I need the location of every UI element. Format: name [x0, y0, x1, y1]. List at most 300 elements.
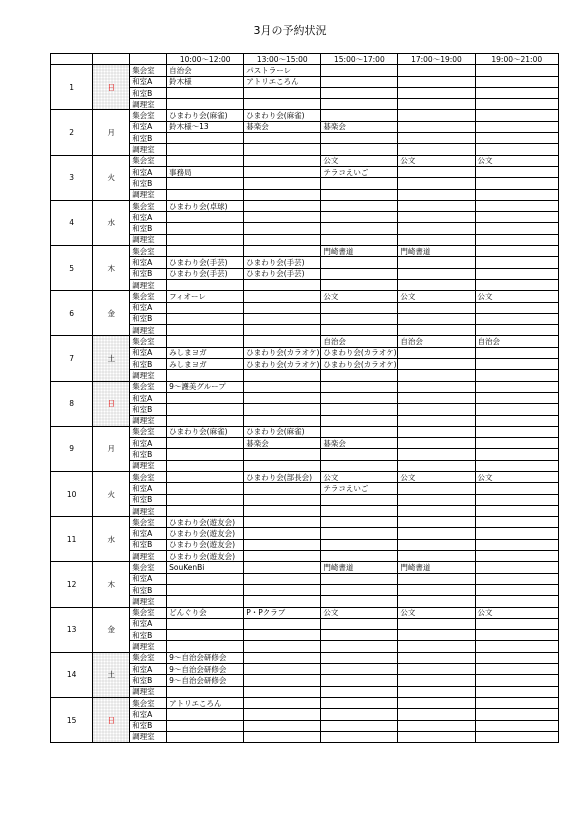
reservation-cell: [244, 630, 321, 641]
reservation-cell: [244, 313, 321, 324]
reservation-cell: [475, 234, 558, 245]
reservation-cell: [167, 584, 244, 595]
reservation-cell: [475, 449, 558, 460]
reservation-cell: [244, 528, 321, 539]
room-label: 和室A: [130, 483, 167, 494]
reservation-cell: [244, 573, 321, 584]
table-row: [51, 291, 559, 302]
room-label: 調理室: [130, 641, 167, 652]
reservation-cell: [321, 494, 398, 505]
reservation-cell: [167, 189, 244, 200]
reservation-cell: [244, 133, 321, 144]
room-label: 和室B: [130, 133, 167, 144]
reservation-cell: アトリエころん: [167, 697, 244, 708]
reservation-cell: [244, 325, 321, 336]
reservation-cell: [321, 460, 398, 471]
weekday-label: 木: [93, 246, 130, 291]
room-label: 和室A: [130, 438, 167, 449]
reservation-cell: 公文: [475, 471, 558, 482]
reservation-cell: [321, 404, 398, 415]
reservation-cell: 自治会: [398, 336, 475, 347]
reservation-cell: ひまわり会(手芸): [244, 257, 321, 268]
reservation-cell: [398, 596, 475, 607]
reservation-cell: P・Pクラブ: [244, 607, 321, 618]
reservation-cell: [244, 223, 321, 234]
reservation-cell: [321, 584, 398, 595]
reservation-cell: [321, 528, 398, 539]
reservation-cell: [398, 347, 475, 358]
reservation-cell: [475, 392, 558, 403]
reservation-cell: ひまわり会(麻雀): [167, 110, 244, 121]
reservation-cell: [244, 144, 321, 155]
reservation-cell: [244, 596, 321, 607]
reservation-cell: [475, 517, 558, 528]
reservation-cell: [475, 630, 558, 641]
weekday-label: 日: [93, 381, 130, 426]
reservation-cell: [167, 133, 244, 144]
reservation-cell: [321, 133, 398, 144]
room-label: 和室A: [130, 392, 167, 403]
reservation-cell: [398, 99, 475, 110]
reservation-cell: [398, 675, 475, 686]
weekday-label: 土: [93, 336, 130, 381]
reservation-cell: [167, 494, 244, 505]
reservation-cell: ひまわり会(手芸): [167, 268, 244, 279]
room-label: 和室A: [130, 664, 167, 675]
reservation-cell: 門崎書道: [321, 562, 398, 573]
room-label: 集会室: [130, 291, 167, 302]
reservation-cell: [167, 731, 244, 742]
reservation-cell: テラコえいご: [321, 166, 398, 177]
room-label: 和室B: [130, 87, 167, 98]
reservation-cell: [167, 144, 244, 155]
reservation-cell: [398, 438, 475, 449]
day-number: 13: [51, 607, 93, 652]
room-label: 和室B: [130, 584, 167, 595]
reservation-cell: [321, 302, 398, 313]
reservation-cell: ひまわり会(麻雀): [244, 110, 321, 121]
reservation-cell: [398, 686, 475, 697]
reservation-cell: [321, 720, 398, 731]
reservation-cell: [321, 731, 398, 742]
table-row: [51, 426, 559, 437]
reservation-cell: [475, 505, 558, 516]
reservation-cell: [475, 370, 558, 381]
reservation-cell: [475, 426, 558, 437]
reservation-cell: [321, 110, 398, 121]
reservation-cell: [244, 302, 321, 313]
reservation-cell: [244, 652, 321, 663]
reservation-cell: [321, 200, 398, 211]
reservation-cell: [244, 392, 321, 403]
reservation-cell: [398, 392, 475, 403]
reservation-cell: [321, 178, 398, 189]
header-blank-cell: [93, 54, 130, 65]
reservation-cell: [475, 415, 558, 426]
room-label: 和室A: [130, 212, 167, 223]
reservation-cell: [475, 121, 558, 132]
reservation-cell: 公文: [321, 607, 398, 618]
reservation-cell: [167, 313, 244, 324]
reservation-cell: [244, 494, 321, 505]
day-number: 9: [51, 426, 93, 471]
reservation-cell: [398, 449, 475, 460]
reservation-cell: [321, 596, 398, 607]
reservation-cell: [398, 302, 475, 313]
reservation-cell: [244, 370, 321, 381]
room-label: 集会室: [130, 517, 167, 528]
reservation-cell: [167, 234, 244, 245]
reservation-cell: [321, 551, 398, 562]
reservation-cell: [475, 551, 558, 562]
reservation-cell: [475, 110, 558, 121]
reservation-cell: [321, 99, 398, 110]
reservation-cell: [475, 257, 558, 268]
reservation-cell: [398, 505, 475, 516]
reservation-cell: [475, 404, 558, 415]
reservation-cell: [244, 562, 321, 573]
room-label: 調理室: [130, 189, 167, 200]
day-number: 4: [51, 200, 93, 245]
reservation-cell: [167, 641, 244, 652]
reservation-cell: [321, 212, 398, 223]
reservation-cell: [244, 246, 321, 257]
room-label: 和室B: [130, 223, 167, 234]
reservation-cell: ひまわり会(カラオケ): [321, 359, 398, 370]
reservation-cell: [398, 573, 475, 584]
reservation-cell: [321, 709, 398, 720]
reservation-cell: [321, 573, 398, 584]
reservation-table: [50, 53, 559, 743]
reservation-cell: [244, 720, 321, 731]
room-label: 調理室: [130, 505, 167, 516]
reservation-cell: [398, 76, 475, 87]
reservation-cell: 9～自治会研修会: [167, 675, 244, 686]
reservation-cell: [167, 709, 244, 720]
reservation-cell: [167, 246, 244, 257]
reservation-cell: アトリエころん: [244, 76, 321, 87]
reservation-cell: 公文: [475, 155, 558, 166]
room-label: 集会室: [130, 471, 167, 482]
reservation-cell: [475, 528, 558, 539]
room-label: 集会室: [130, 246, 167, 257]
reservation-cell: ひまわり会(カラオケ): [321, 347, 398, 358]
weekday-label: 木: [93, 562, 130, 607]
reservation-cell: [475, 720, 558, 731]
time-slot-header: 15:00～17:00: [321, 54, 398, 65]
weekday-label: 月: [93, 110, 130, 155]
reservation-cell: [167, 720, 244, 731]
table-row: [51, 471, 559, 482]
reservation-cell: [398, 720, 475, 731]
reservation-cell: [475, 223, 558, 234]
reservation-cell: ひまわり会(カラオケ): [244, 359, 321, 370]
reservation-cell: [321, 144, 398, 155]
reservation-cell: [475, 268, 558, 279]
reservation-cell: [475, 144, 558, 155]
room-label: 集会室: [130, 110, 167, 121]
reservation-cell: [167, 471, 244, 482]
reservation-cell: [321, 279, 398, 290]
reservation-cell: ひまわり会(遊友会): [167, 539, 244, 550]
reservation-cell: [475, 539, 558, 550]
room-label: 集会室: [130, 697, 167, 708]
room-label: 和室A: [130, 121, 167, 132]
reservation-cell: [398, 630, 475, 641]
reservation-cell: [398, 279, 475, 290]
reservation-cell: [167, 325, 244, 336]
reservation-cell: [321, 697, 398, 708]
reservation-cell: [475, 709, 558, 720]
reservation-cell: [244, 731, 321, 742]
room-label: 調理室: [130, 99, 167, 110]
reservation-cell: [398, 551, 475, 562]
day-number: 11: [51, 517, 93, 562]
table-row: [51, 200, 559, 211]
room-label: 集会室: [130, 65, 167, 76]
reservation-cell: [167, 573, 244, 584]
reservation-cell: [167, 212, 244, 223]
reservation-cell: [244, 279, 321, 290]
reservation-cell: [475, 675, 558, 686]
time-slot-header: 13:00～15:00: [244, 54, 321, 65]
weekday-label: 月: [93, 426, 130, 471]
reservation-cell: [398, 415, 475, 426]
reservation-cell: 事務局: [167, 166, 244, 177]
room-label: 集会室: [130, 607, 167, 618]
reservation-cell: [244, 200, 321, 211]
day-number: 12: [51, 562, 93, 607]
room-label: 調理室: [130, 325, 167, 336]
reservation-cell: [475, 313, 558, 324]
reservation-cell: [475, 212, 558, 223]
room-label: 集会室: [130, 426, 167, 437]
reservation-cell: [167, 460, 244, 471]
reservation-cell: 門崎書道: [398, 246, 475, 257]
reservation-cell: [398, 223, 475, 234]
page-title: 3月の予約状況: [253, 24, 327, 37]
room-label: 和室B: [130, 539, 167, 550]
reservation-cell: 碁楽会: [244, 438, 321, 449]
reservation-cell: [167, 449, 244, 460]
reservation-cell: [244, 234, 321, 245]
reservation-cell: [398, 178, 475, 189]
reservation-cell: [244, 166, 321, 177]
room-label: 調理室: [130, 279, 167, 290]
reservation-cell: [398, 460, 475, 471]
reservation-cell: [398, 731, 475, 742]
header-blank-cell: [51, 54, 93, 65]
reservation-cell: [244, 189, 321, 200]
reservation-cell: [475, 99, 558, 110]
reservation-cell: [475, 460, 558, 471]
reservation-cell: [475, 65, 558, 76]
reservation-cell: [475, 347, 558, 358]
reservation-cell: [167, 87, 244, 98]
table-row: [51, 607, 559, 618]
room-label: 和室B: [130, 494, 167, 505]
reservation-cell: [244, 483, 321, 494]
reservation-cell: [398, 359, 475, 370]
header-row: [51, 54, 559, 65]
reservation-cell: [475, 686, 558, 697]
reservation-cell: [321, 449, 398, 460]
reservation-cell: [244, 291, 321, 302]
reservation-cell: 9～自治会研修会: [167, 652, 244, 663]
time-slot-header: 17:00～19:00: [398, 54, 475, 65]
room-label: 調理室: [130, 234, 167, 245]
room-label: 集会室: [130, 652, 167, 663]
table-row: [51, 381, 559, 392]
table-row: [51, 652, 559, 663]
reservation-cell: ひまわり会(遊友会): [167, 517, 244, 528]
reservation-cell: [475, 246, 558, 257]
reservation-cell: [244, 449, 321, 460]
reservation-cell: [398, 528, 475, 539]
reservation-cell: 公文: [475, 607, 558, 618]
day-number: 2: [51, 110, 93, 155]
day-number: 7: [51, 336, 93, 381]
reservation-cell: [475, 133, 558, 144]
room-label: 和室B: [130, 720, 167, 731]
weekday-label: 水: [93, 200, 130, 245]
room-label: 調理室: [130, 596, 167, 607]
reservation-cell: テラコえいご: [321, 483, 398, 494]
reservation-cell: [475, 76, 558, 87]
reservation-cell: [167, 483, 244, 494]
reservation-cell: [398, 494, 475, 505]
room-label: 和室B: [130, 630, 167, 641]
reservation-cell: 9～護美グループ: [167, 381, 244, 392]
table-row: [51, 697, 559, 708]
reservation-cell: [244, 584, 321, 595]
reservation-cell: 公文: [321, 291, 398, 302]
reservation-cell: [398, 709, 475, 720]
reservation-cell: 碁楽会: [321, 438, 398, 449]
reservation-cell: [244, 551, 321, 562]
reservation-cell: [398, 652, 475, 663]
reservation-cell: [475, 618, 558, 629]
reservation-cell: 鈴木様～13: [167, 121, 244, 132]
reservation-cell: [167, 686, 244, 697]
reservation-cell: [321, 426, 398, 437]
reservation-cell: [398, 313, 475, 324]
reservation-cell: [167, 155, 244, 166]
reservation-cell: [321, 223, 398, 234]
table-row: [51, 336, 559, 347]
reservation-cell: [321, 381, 398, 392]
reservation-cell: SouKenBi: [167, 562, 244, 573]
reservation-cell: [321, 630, 398, 641]
reservation-cell: [167, 630, 244, 641]
reservation-cell: [398, 325, 475, 336]
reservation-cell: [321, 517, 398, 528]
room-label: 和室B: [130, 313, 167, 324]
reservation-cell: [475, 438, 558, 449]
reservation-cell: [475, 596, 558, 607]
reservation-cell: [167, 279, 244, 290]
reservation-cell: [167, 438, 244, 449]
reservation-cell: [398, 110, 475, 121]
room-label: 和室B: [130, 178, 167, 189]
reservation-cell: [475, 200, 558, 211]
reservation-cell: [321, 415, 398, 426]
reservation-cell: [475, 573, 558, 584]
reservation-cell: [398, 641, 475, 652]
reservation-cell: [244, 517, 321, 528]
reservation-cell: [244, 618, 321, 629]
reservation-cell: [167, 178, 244, 189]
reservation-cell: [321, 618, 398, 629]
reservation-cell: [398, 65, 475, 76]
reservation-cell: ひまわり会(麻雀): [167, 426, 244, 437]
room-label: 集会室: [130, 381, 167, 392]
reservation-cell: [475, 325, 558, 336]
room-label: 調理室: [130, 686, 167, 697]
reservation-cell: 自治会: [475, 336, 558, 347]
weekday-label: 金: [93, 291, 130, 336]
reservation-cell: 公文: [398, 607, 475, 618]
reservation-cell: ひまわり会(手芸): [244, 268, 321, 279]
reservation-cell: [167, 618, 244, 629]
reservation-cell: [321, 686, 398, 697]
reservation-cell: 公文: [398, 291, 475, 302]
reservation-cell: 碁楽会: [244, 121, 321, 132]
reservation-cell: [398, 268, 475, 279]
reservation-cell: [167, 505, 244, 516]
room-label: 和室B: [130, 268, 167, 279]
reservation-cell: みしまヨガ: [167, 359, 244, 370]
reservation-cell: [321, 664, 398, 675]
reservation-cell: [398, 381, 475, 392]
weekday-label: 日: [93, 697, 130, 742]
day-number: 10: [51, 471, 93, 516]
reservation-cell: 公文: [321, 471, 398, 482]
reservation-cell: [244, 505, 321, 516]
weekday-label: 水: [93, 517, 130, 562]
reservation-cell: [244, 87, 321, 98]
room-label: 和室B: [130, 404, 167, 415]
reservation-cell: [475, 664, 558, 675]
reservation-cell: [244, 415, 321, 426]
reservation-cell: [398, 664, 475, 675]
reservation-cell: [244, 641, 321, 652]
reservation-cell: [398, 539, 475, 550]
time-slot-header: 10:00～12:00: [167, 54, 244, 65]
reservation-cell: パストラーレ: [244, 65, 321, 76]
reservation-cell: [475, 494, 558, 505]
room-label: 集会室: [130, 562, 167, 573]
reservation-cell: [475, 483, 558, 494]
reservation-cell: [475, 731, 558, 742]
room-label: 調理室: [130, 551, 167, 562]
reservation-cell: [398, 426, 475, 437]
reservation-cell: [321, 652, 398, 663]
reservation-cell: ひまわり会(手芸): [167, 257, 244, 268]
weekday-label: 土: [93, 652, 130, 697]
day-number: 6: [51, 291, 93, 336]
reservation-cell: [321, 370, 398, 381]
reservation-cell: [244, 460, 321, 471]
room-label: 和室A: [130, 618, 167, 629]
reservation-cell: [321, 87, 398, 98]
room-label: 和室A: [130, 76, 167, 87]
room-label: 和室A: [130, 347, 167, 358]
reservation-cell: 9～自治会研修会: [167, 664, 244, 675]
reservation-cell: [475, 166, 558, 177]
reservation-cell: [244, 664, 321, 675]
weekday-label: 火: [93, 155, 130, 200]
